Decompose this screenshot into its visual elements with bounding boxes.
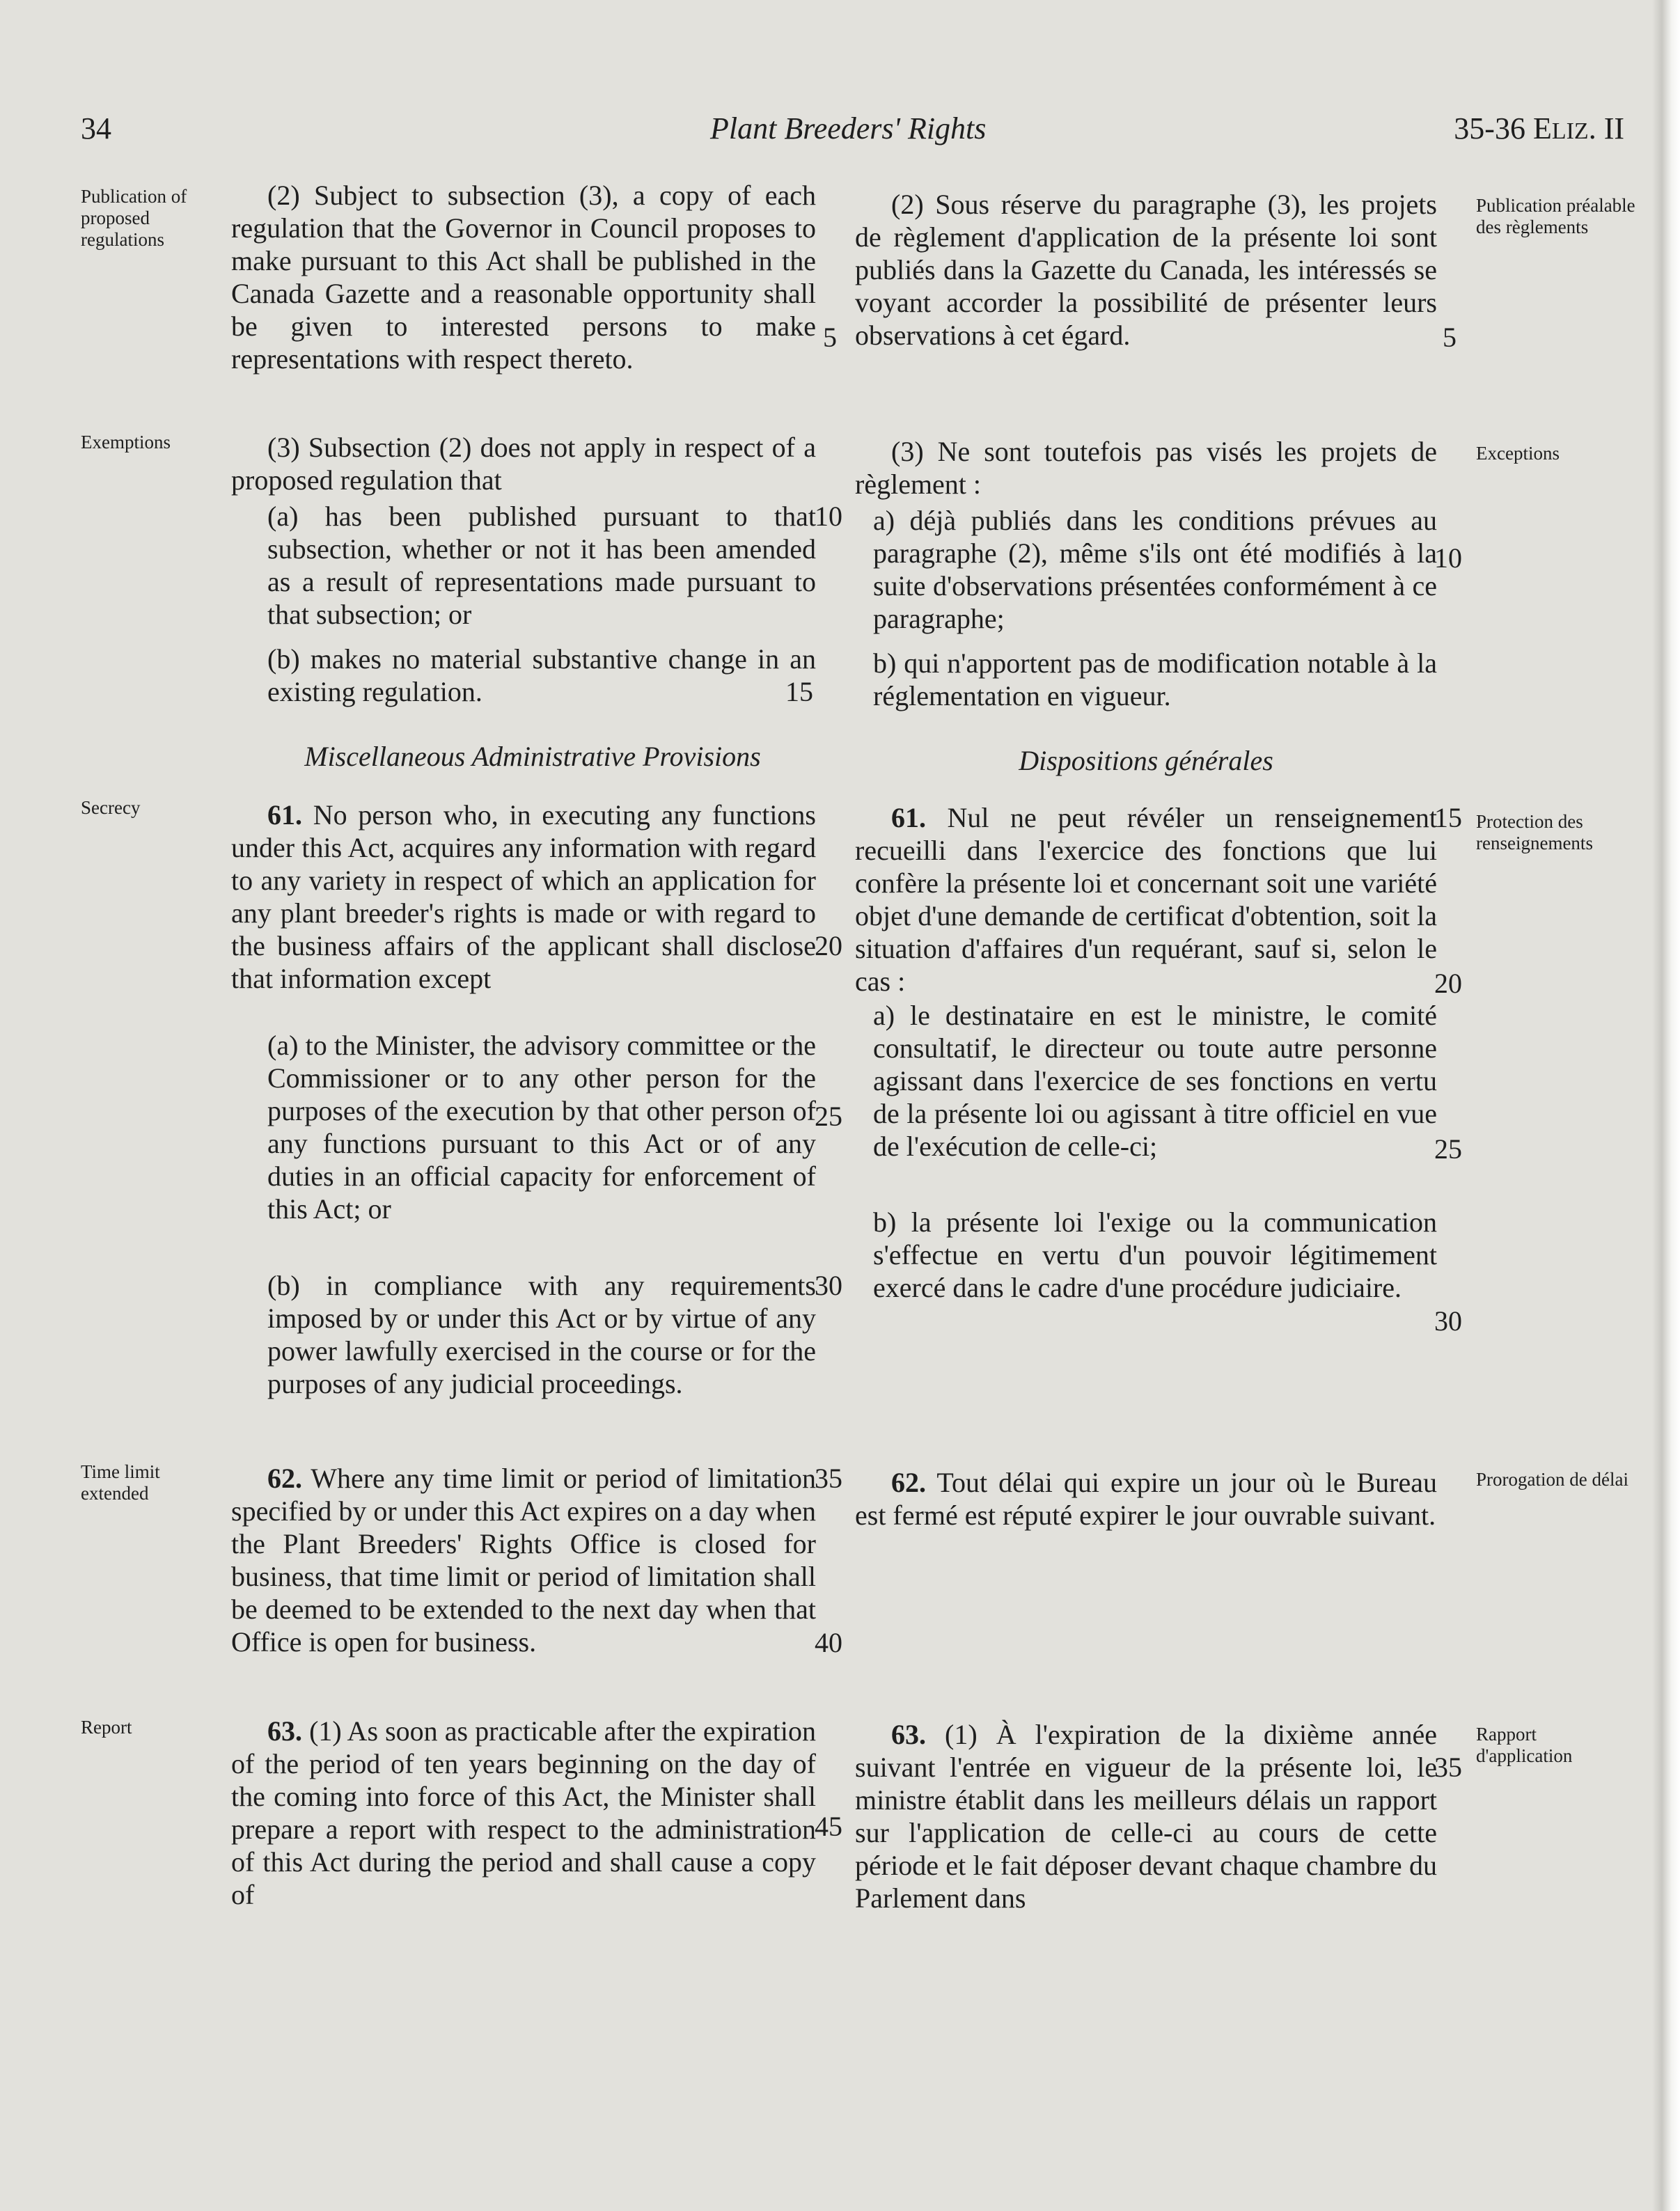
en-subsection-60-3: (3) Subsection (2) does not apply in respect of a proposed regulation that [231,432,816,496]
en-section-heading: Miscellaneous Administrative Provisions [304,741,761,772]
margin-note-prorogation-fr: Prorogation de délai [1476,1469,1628,1490]
margin-note-protection-fr: Protection des renseignements [1476,811,1593,853]
margin-note-secrecy: Secrecy [81,797,141,818]
fr-line-number: 10 [1434,542,1462,574]
session-label: 35-36 ELIZ. II [1454,111,1624,145]
fr-paragraph-60-3-b: b) qui n'apportent pas de modification notable à la réglementation en vigueur. [873,647,1437,711]
margin-note-time-limit: Time limit extended [81,1461,160,1504]
fr-line-number: 15 [1434,802,1462,833]
en-line-number: 45 [815,1811,842,1842]
en-paragraph-60-3-b: (b) makes no material substantive change in an existing regulation. [267,643,816,707]
en-line-number: 40 [815,1627,842,1658]
fr-section-61: 61. Nul ne peut révéler un renseignement recueilli dans l'exercice des fonctions que lui confère la présente loi et concernant soit une variété objet d'une demande de certificat d'obtention, soit la situation d'affaires d'un requérant, sauf si, selon le cas : [855,802,1438,997]
margin-note-exemptions: Exemptions [81,432,171,453]
page-number: 34 [81,111,111,145]
fr-line-number: 35 [1434,1752,1462,1783]
en-section-63: 63. (1) As soon as practicable after the expiration of the period of ten years beginning on the day of the coming into force of this Act, the Minister shall prepare a report with respect to the administration of this Act during the period and shall cause a copy of [231,1715,816,1910]
fr-line-number: 30 [1434,1305,1462,1337]
en-paragraph-61-b: (b) in compliance with any requirements imposed by or under this Act or by virtue of any power lawfully exercised in the course or for the purposes of any judicial proceedings. [267,1270,816,1399]
en-line-number: 15 [785,676,813,707]
en-line-number: 25 [815,1101,842,1132]
margin-note-rapport-fr: Rapport d'application [1476,1724,1573,1766]
fr-subsection-60-3: (3) Ne sont toutefois pas visés les projets de règlement : [855,436,1437,500]
fr-line-number: 25 [1434,1133,1462,1165]
fr-subsection-60-2: (2) Sous réserve du paragraphe (3), les projets de règlement d'application de la présente loi sont publiés dans la Gazette du Canada, les intéressés se voyant accorder la possibilité de présenter leurs observations à cet égard. [855,189,1437,351]
en-line-number: 20 [815,930,842,961]
margin-note-exceptions-fr: Exceptions [1476,443,1560,464]
en-line-number: 10 [815,501,842,532]
en-subsection-60-2: (2) Subject to subsection (3), a copy of each regulation that the Governor in Council proposes to make pursuant to this Act shall be published in the Canada Gazette and a reasonable opportunity shall be given to interested persons to make representations with respect thereto. [231,180,816,375]
running-title: Plant Breeders' Rights [710,111,987,145]
fr-section-heading: Dispositions générales [1019,745,1273,776]
fr-paragraph-61-a: a) le destinataire en est le ministre, le comité consultatif, le directeur ou toute autre personne agissant dans l'exercice de ses fonctions en vertu de la présente loi ou agissant à titre officiel en vue de l'exécution de celle-ci; [873,1000,1437,1162]
en-line-number: 5 [823,322,837,353]
en-line-number: 35 [815,1463,842,1494]
page-edge-shadow [1652,0,1680,2211]
fr-section-63: 63. (1) À l'expiration de la dixième année suivant l'entrée en vigueur de la présente loi, le ministre établit dans les meilleurs délais un rapport sur l'application de celle-ci au cours de cette période et le fait déposer devant chaque chambre du Parlement dans [855,1719,1438,1914]
en-line-number: 30 [815,1270,842,1301]
en-paragraph-60-3-a: (a) has been published pursuant to that subsection, whether or not it has been amended as a result of representations made pursuant to that subsection; or [267,501,816,630]
fr-line-number: 5 [1443,322,1457,353]
en-section-62: 62. Where any time limit or period of limitation specified by or under this Act expires on a day when the Plant Breeders' Rights Office is closed for business, that time limit or period of limitation shall be deemed to be extended to the next day when that Office is open for business. [231,1463,816,1658]
fr-paragraph-60-3-a: a) déjà publiés dans les conditions prévues au paragraphe (2), même s'ils ont été modifiés à la suite d'observations présentées conformément à ce paragraphe; [873,505,1437,634]
fr-line-number: 20 [1434,968,1462,999]
margin-note-report: Report [81,1717,132,1738]
fr-paragraph-61-b: b) la présente loi l'exige ou la communication s'effectue en vertu d'un pouvoir légitimement exercé dans le cadre d'une procédure judiciaire. [873,1206,1437,1303]
en-paragraph-61-a: (a) to the Minister, the advisory committee or the Commissioner or to any other person for the purposes of the execution by that other person of any functions pursuant to this Act or of any duties in an official capacity for enforcement of this Act; or [267,1030,816,1225]
margin-note-publication: Publication of proposed regulations [81,186,187,250]
margin-note-publication-fr: Publication préalable des règlements [1476,195,1635,237]
fr-section-62: 62. Tout délai qui expire un jour où le Bureau est fermé est réputé expirer le jour ouvrable suivant. [855,1467,1437,1531]
en-section-61: 61. No person who, in executing any functions under this Act, acquires any information with regard to any variety in respect of which an application for any plant breeder's rights is made or with regard to the business affairs of the applicant shall disclose that information except [231,799,816,994]
